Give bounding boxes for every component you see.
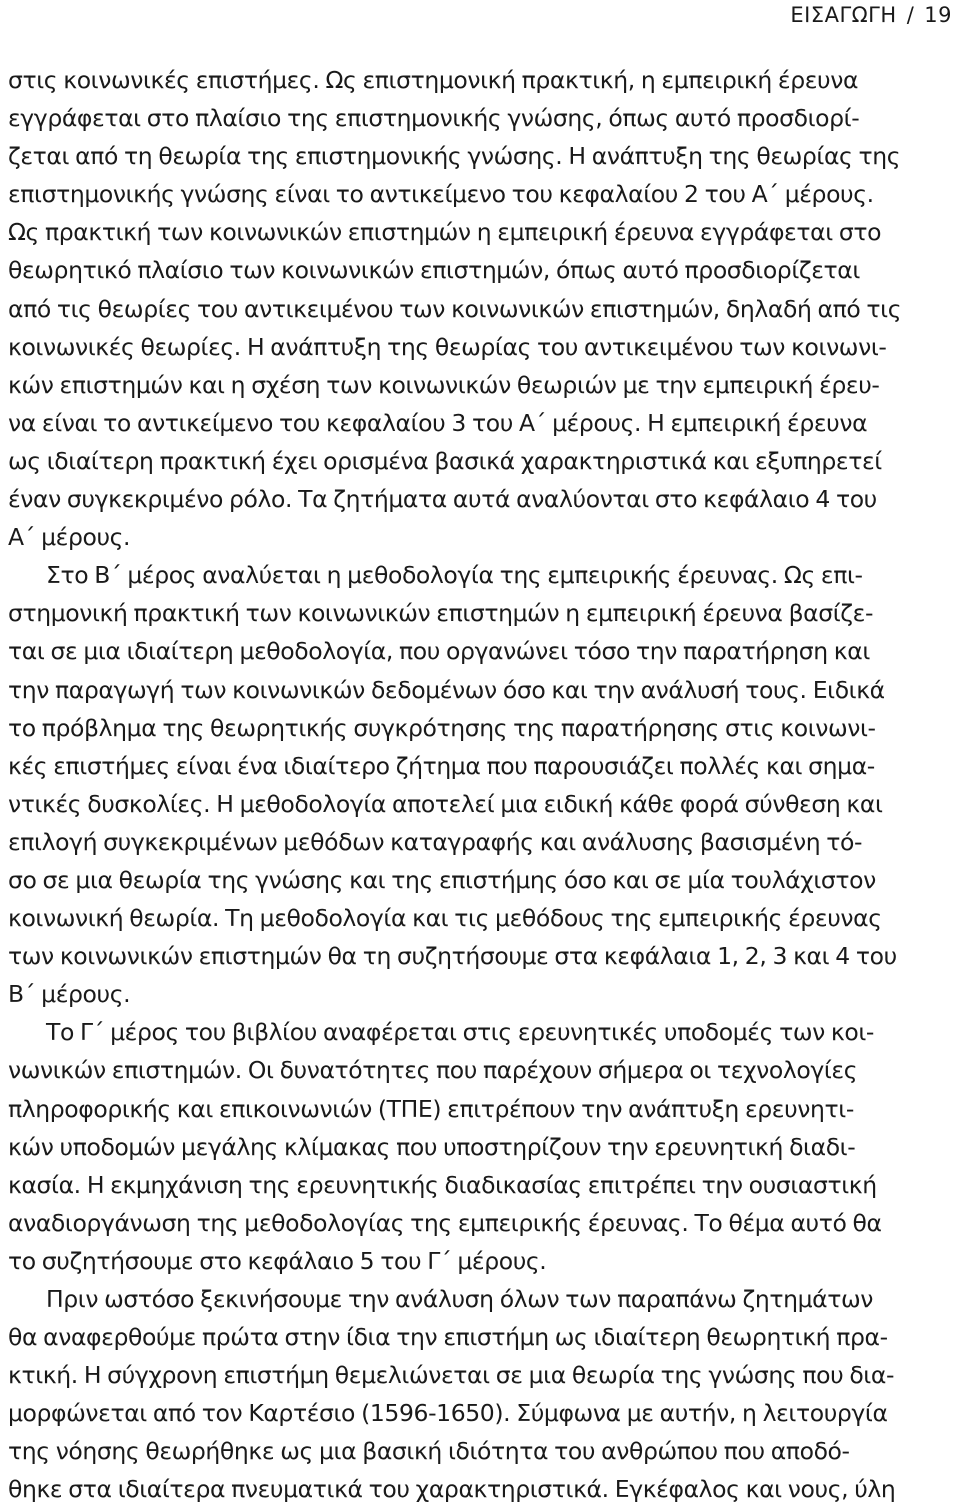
text-line: επιλογή συγκεκριμένων μεθόδων καταγραφής και ανάλυσης βασισμένη τό- (8, 827, 863, 856)
text-line: κές επιστήμες είναι ένα ιδιαίτερο ζήτημα που παρουσιάζει πολλές και σημα- (8, 751, 875, 780)
text-line: στημονική πρακτική των κοινωνικών επιστημών η εμπειρική έρευνα βασίζε- (8, 599, 874, 628)
text-line: νωνικών επιστημών. Οι δυνατότητες που παρέχουν σήμερα οι τεχνολογίες (8, 1056, 858, 1085)
text-line: Πριν ωστόσο ξεκινήσουμε την ανάλυση όλων των παραπάνω ζητημάτων (46, 1285, 873, 1313)
text-line: κοινωνικές θεωρίες. Η ανάπτυξη της θεωρίας του αντικειμένου των κοινωνι- (8, 332, 887, 361)
text-line: Το Γ΄ μέρος του βιβλίου αναφέρεται στις ερευνητικές υποδομές των κοι- (46, 1018, 874, 1047)
text-line: Α΄ μέρους. (8, 523, 131, 552)
text-line: θα αναφερθούμε πρώτα στην ίδια την επιστήμη ως ιδιαίτερη θεωρητική πρα- (8, 1323, 888, 1352)
text-line: το συζητήσουμε στο κεφάλαιο 5 του Γ΄ μέρους. (8, 1246, 547, 1275)
text-line: εγγράφεται στο πλαίσιο της επιστημονικής γνώσης, όπως αυτό προσδιορί- (8, 104, 860, 133)
text-line: κτική. Η σύγχρονη επιστήμη θεμελιώνεται σε μια θεωρία της γνώσης που δια- (8, 1361, 895, 1390)
running-header (790, 2, 952, 28)
text-line: ται σε μια ιδιαίτερη μεθοδολογία, που οργανώνει τόσο την παρατήρηση και (8, 637, 870, 666)
text-line: κών υποδομών μεγάλης κλίμακας που υποστηρίζουν την ερευνητική διαδι- (8, 1132, 856, 1161)
section-title: ΕΙΣΑΓΩΓΗ (790, 3, 897, 27)
text-line: κοινωνική θεωρία. Τη μεθοδολογία και τις μεθόδους της εμπειρικής έρευνας (8, 904, 882, 933)
text-line: έναν συγκεκριμένο ρόλο. Τα ζητήματα αυτά αναλύονται στο κεφάλαιο 4 του (8, 485, 877, 514)
text-line: ντικές δυσκολίες. Η μεθοδολογία αποτελεί μια ειδική κάθε φορά σύνθεση και (8, 789, 883, 818)
text-line: να είναι το αντικείμενο του κεφαλαίου 3 του Α΄ μέρους. Η εμπειρική έρευνα (8, 408, 868, 437)
text-line: επιστημονικής γνώσης είναι το αντικείμενο του κεφαλαίου 2 του Α΄ μέρους. (8, 180, 874, 209)
page-number: 19 (924, 3, 952, 27)
text-line: Β΄ μέρους. (8, 980, 131, 1009)
text-line: θηκε στα ιδιαίτερα πνευματικά του χαρακτηριστικά. Εγκέφαλος και νους, ύλη (8, 1475, 896, 1504)
text-line: ως ιδιαίτερη πρακτική έχει ορισμένα βασικά χαρακτηριστικά και εξυπηρετεί (8, 446, 882, 475)
body-text (8, 61, 954, 1509)
text-line: της νόησης θεωρήθηκε ως μια βασική ιδιότητα του ανθρώπου που αποδό- (8, 1437, 850, 1466)
text-line: στις κοινωνικές επιστήμες. Ως επιστημονική πρακτική, η εμπειρική έρευνα (8, 66, 859, 94)
text-line: κών επιστημών και η σχέση των κοινωνικών θεωριών με την εμπειρική έρευ- (8, 370, 880, 399)
text-line: μορφώνεται από τον Καρτέσιο (1596-1650). Σύμφωνα με αυτήν, η λειτουργία (8, 1399, 888, 1428)
text-line: Στο Β΄ μέρος αναλύεται η μεθοδολογία της εμπειρικής έρευνας. Ως επι- (46, 561, 863, 590)
text-line: το πρόβλημα της θεωρητικής συγκρότησης της παρατήρησης στις κοινωνι- (8, 713, 876, 742)
text-line: Ως πρακτική των κοινωνικών επιστημών η εμπειρική έρευνα εγγράφεται στο (8, 218, 882, 247)
text-line: σο σε μια θεωρία της γνώσης και της επιστήμης όσο και σε μία τουλάχιστον (8, 865, 876, 894)
text-line: αναδιοργάνωση της μεθοδολογίας της εμπειρικής έρευνας. Το θέμα αυτό θα (8, 1208, 882, 1237)
text-line: πληροφορικής και επικοινωνιών (ΤΠΕ) επιτρέπουν την ανάπτυξη ερευνητι- (8, 1094, 854, 1123)
text-line: την παραγωγή των κοινωνικών δεδομένων όσο και την ανάλυσή τους. Ειδικά (8, 675, 885, 704)
text-line: κασία. Η εκμηχάνιση της ερευνητικής διαδικασίας επιτρέπει την ουσιαστική (8, 1170, 877, 1199)
text-line: ζεται από τη θεωρία της επιστημονικής γνώσης. Η ανάπτυξη της θεωρίας της (8, 142, 901, 171)
text-line: των κοινωνικών επιστημών θα τη συζητήσουμε στα κεφάλαια 1, 2, 3 και 4 του (8, 942, 897, 971)
header-separator: / (906, 3, 915, 27)
text-line: από τις θεωρίες του αντικειμένου των κοινωνικών επιστημών, δηλαδή από τις (8, 294, 902, 323)
text-line: θεωρητικό πλαίσιο των κοινωνικών επιστημών, όπως αυτό προσδιορίζεται (8, 256, 860, 285)
